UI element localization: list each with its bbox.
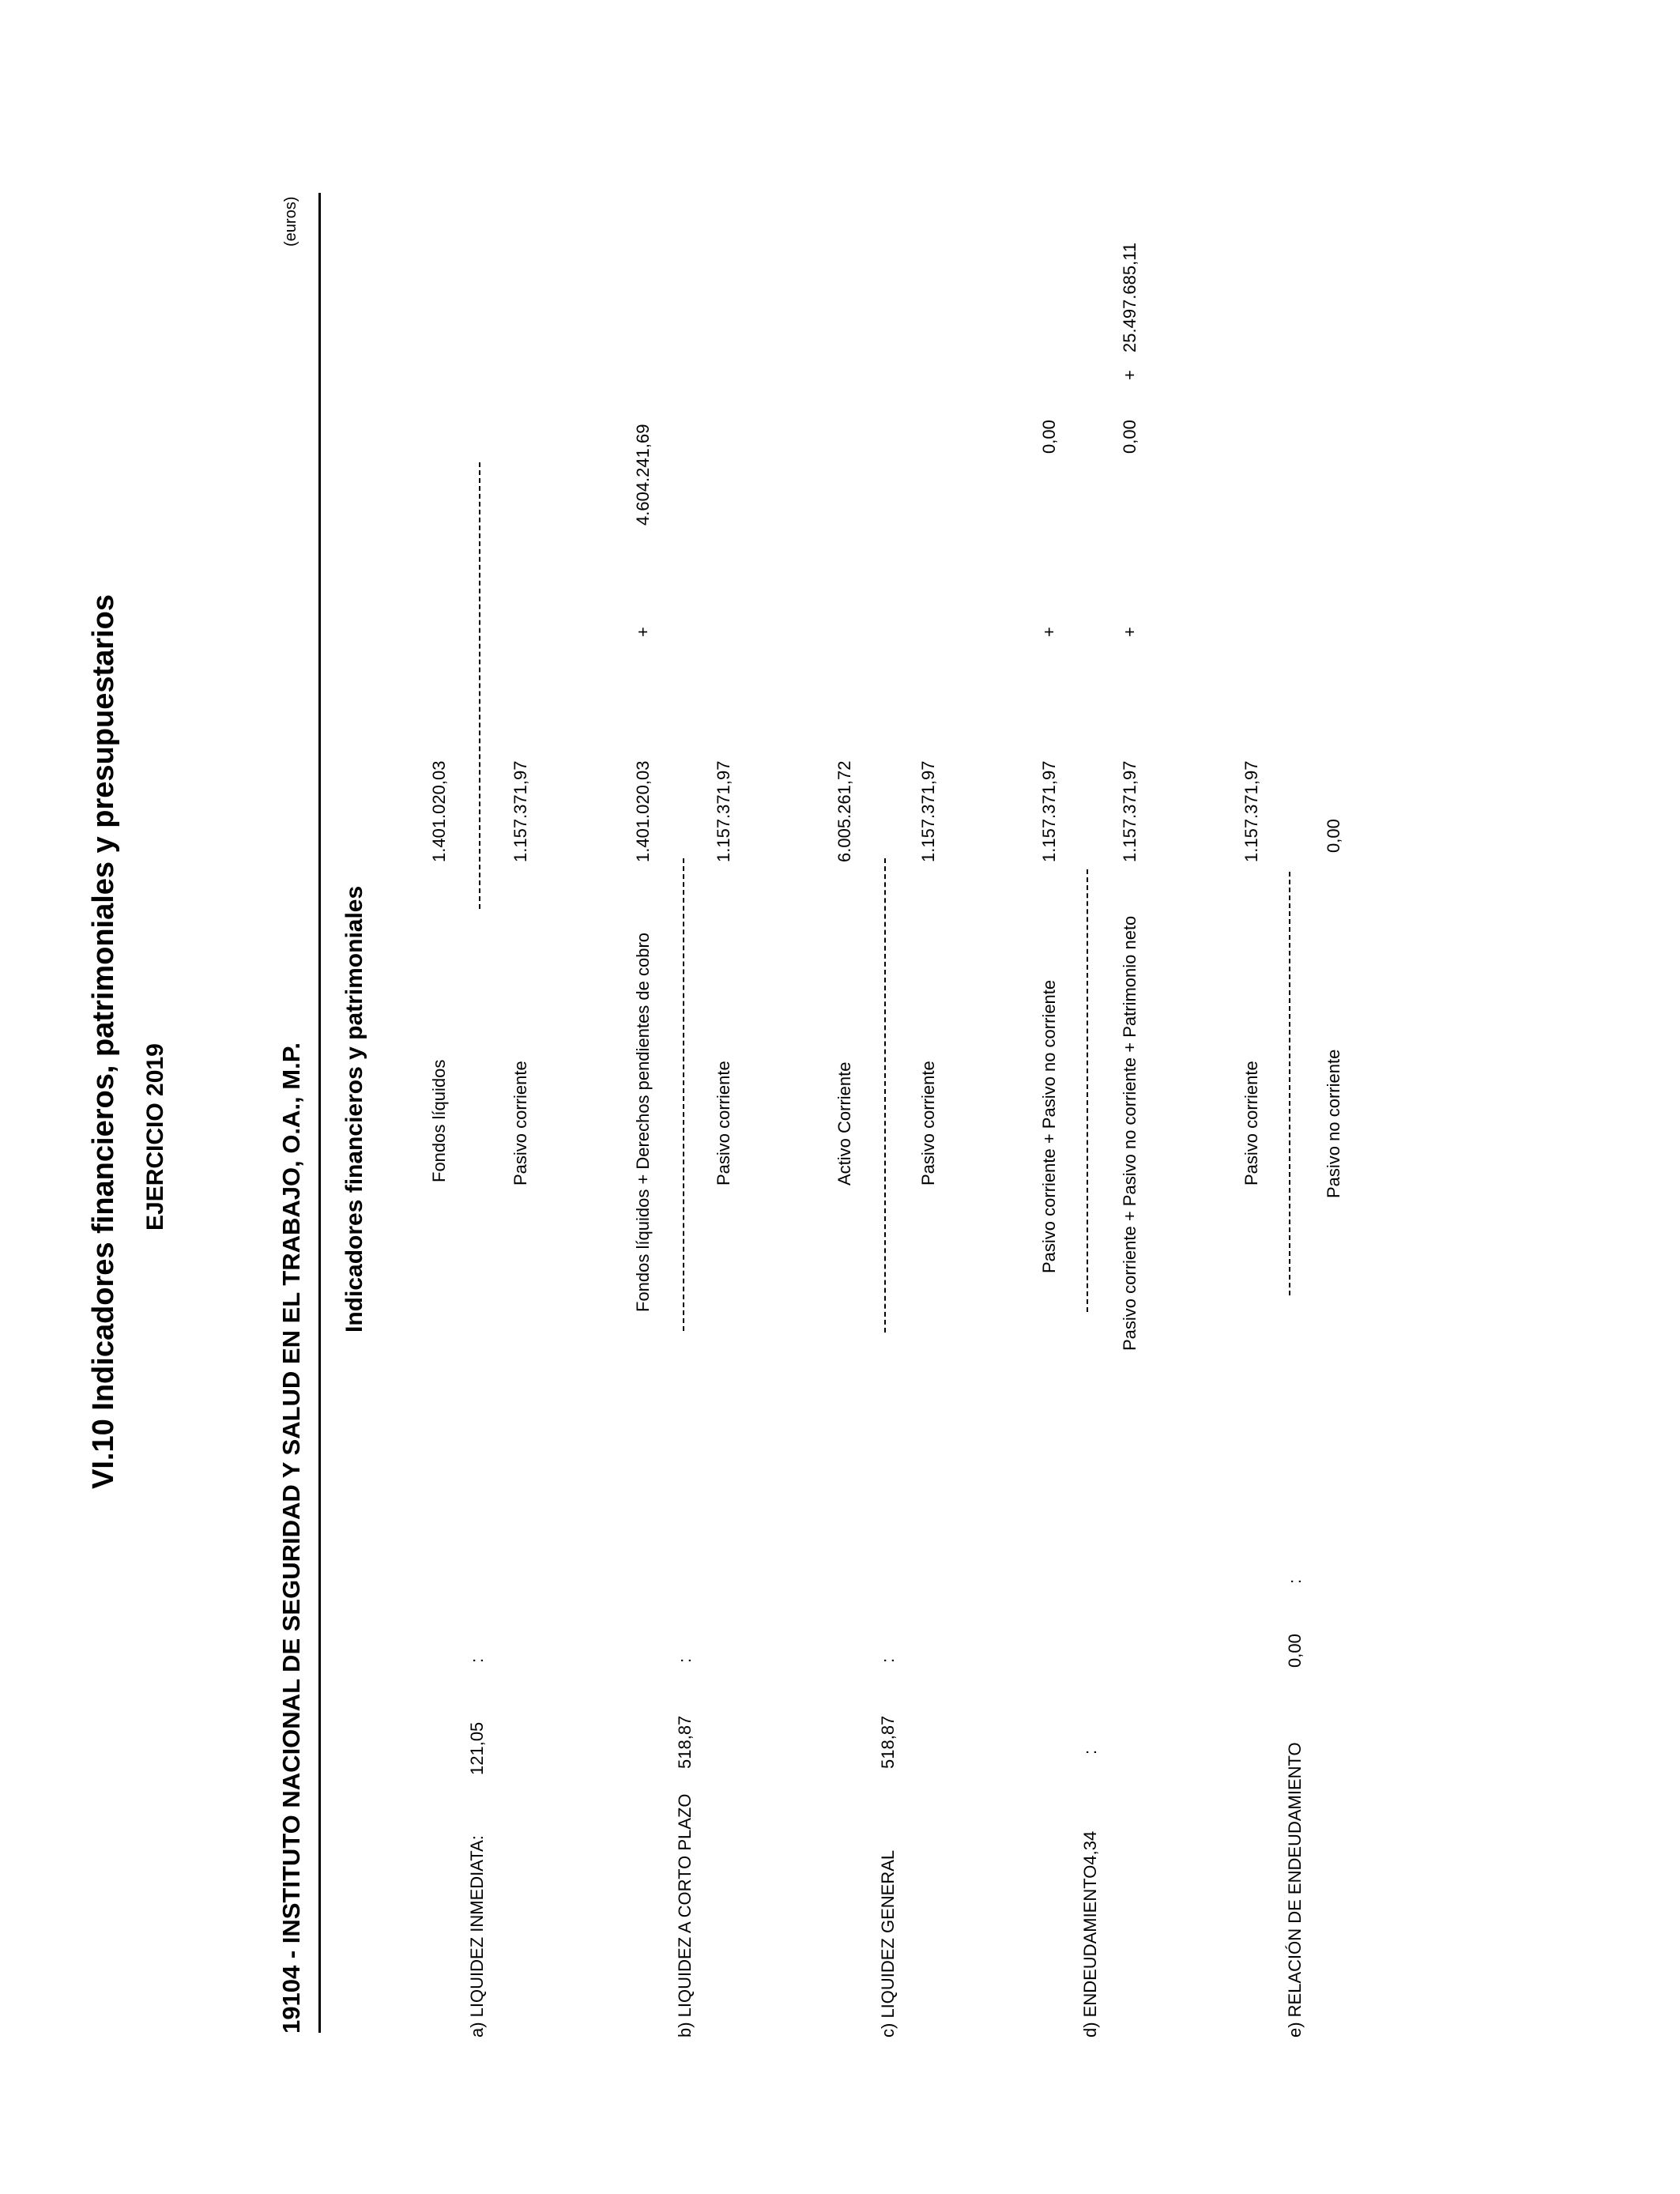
- indicator-c-denominator-label: Pasivo corriente: [918, 1061, 938, 1186]
- indicator-d-denominator-label: Pasivo corriente + Pasivo no corriente + Patrimonio neto: [1120, 915, 1139, 1351]
- indicator-d-label: d) ENDEUDAMIENTO4,34: [1080, 1830, 1100, 2038]
- indicator-c-label: c) LIQUIDEZ GENERAL: [878, 1849, 898, 2038]
- section-title: Indicadores financieros y patrimoniales: [341, 885, 367, 1333]
- indicator-d-denominator-plus-2: +: [1120, 370, 1139, 380]
- indicator-a-fraction-bar: [479, 462, 480, 909]
- indicator-c-fraction-bar: [884, 858, 886, 1333]
- indicator-e-numerator-value: 1.157.371,97: [1241, 760, 1261, 862]
- indicator-b-denominator-value: 1.157.371,97: [714, 760, 733, 862]
- indicator-d-numerator-plus: +: [1039, 627, 1059, 637]
- indicator-d-denominator-value-3: 25.497.685,11: [1120, 242, 1139, 352]
- indicator-e-fraction-bar: [1289, 872, 1290, 1295]
- indicator-a-denominator-label: Pasivo corriente: [510, 1061, 530, 1186]
- indicator-a-colon: :: [467, 1657, 487, 1663]
- indicator-e-denominator-label: Pasivo no corriente: [1324, 1049, 1343, 1198]
- exercise-year: EJERCICIO 2019: [142, 1043, 168, 1231]
- indicator-b-plus: +: [633, 627, 653, 637]
- indicator-e-value: 0,00: [1285, 1634, 1305, 1668]
- indicator-e-denominator-value: 0,00: [1324, 819, 1343, 853]
- indicator-b-colon: :: [675, 1657, 695, 1663]
- indicator-e-label: e) RELACIÓN DE ENDEUDAMIENTO: [1285, 1742, 1305, 2038]
- indicator-a-numerator-label: Fondos líquidos: [429, 1059, 449, 1182]
- indicator-c-denominator-value: 1.157.371,97: [918, 760, 938, 862]
- indicator-d-denominator-plus: +: [1120, 627, 1139, 637]
- indicator-c-colon: :: [878, 1657, 898, 1663]
- indicator-d-numerator-value-1: 1.157.371,97: [1039, 760, 1059, 862]
- indicator-b-denominator-label: Pasivo corriente: [714, 1061, 733, 1186]
- indicator-b-numerator-value-1: 1.401.020,03: [633, 760, 653, 862]
- indicator-a-denominator-value: 1.157.371,97: [510, 760, 530, 862]
- indicator-c-numerator-value: 6.005.261,72: [834, 760, 854, 862]
- indicator-b-numerator-label: Fondos líquidos + Derechos pendientes de cobro: [633, 932, 653, 1312]
- indicator-b-fraction-bar: [683, 858, 684, 1331]
- indicator-a-numerator-value: 1.401.020,03: [429, 760, 449, 862]
- header-rule: [318, 193, 321, 2033]
- indicator-b-value: 518,87: [675, 1715, 695, 1769]
- indicator-d-numerator-label: Pasivo corriente + Pasivo no corriente: [1039, 979, 1059, 1273]
- indicator-d-numerator-value-2: 0,00: [1039, 420, 1059, 454]
- entity-name: 19104 - INSTITUTO NACIONAL DE SEGURIDAD Y SALUD EN EL TRABAJO, O.A., M.P.: [277, 1042, 305, 2034]
- unit-label: (euros): [282, 196, 299, 247]
- indicator-c-value: 518,87: [878, 1715, 898, 1769]
- indicator-b-label: b) LIQUIDEZ A CORTO PLAZO: [675, 1793, 695, 2038]
- indicator-d-colon: :: [1080, 1749, 1100, 1755]
- indicator-d-denominator-value-1: 1.157.371,97: [1120, 760, 1139, 862]
- indicator-d-denominator-value-2: 0,00: [1120, 420, 1139, 454]
- indicator-a-value: 121,05: [467, 1721, 487, 1775]
- report-title: VI.10 Indicadores financieros, patrimoniales y presupuestarios: [87, 594, 120, 1489]
- indicator-e-numerator-label: Pasivo corriente: [1241, 1061, 1261, 1186]
- indicator-e-colon: :: [1285, 1578, 1305, 1584]
- indicator-a-label: a) LIQUIDEZ INMEDIATA:: [467, 1835, 487, 2038]
- indicator-c-numerator-label: Activo Corriente: [834, 1061, 854, 1186]
- indicator-b-numerator-value-2: 4.604.241,69: [633, 424, 653, 526]
- indicator-d-fraction-bar: [1087, 869, 1088, 1312]
